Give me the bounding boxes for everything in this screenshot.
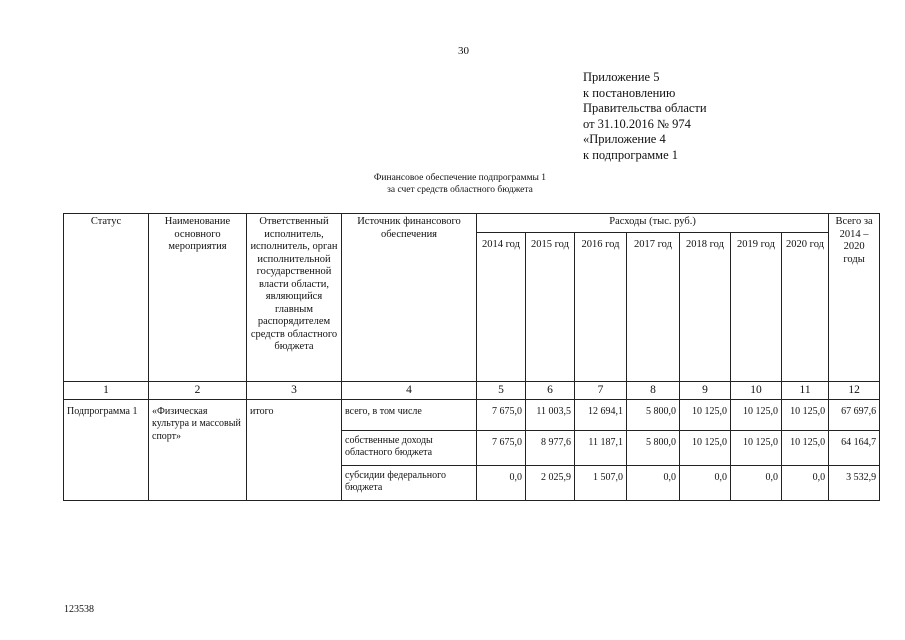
source-cell: собственные доходы областного бюджета [342, 430, 477, 465]
value-cell: 10 125,0 [680, 430, 731, 465]
status-cell: Подпрограмма 1 [64, 399, 149, 500]
title-line: Финансовое обеспечение подпрограммы 1 [373, 173, 547, 183]
value-cell: 0,0 [477, 465, 526, 500]
document-id: 123538 [64, 604, 94, 615]
total-cell: 67 697,6 [829, 399, 880, 430]
column-number: 11 [782, 382, 829, 400]
source-cell: всего, в том числе [342, 399, 477, 430]
header-status: Статус [64, 214, 149, 382]
header-measure: Наименование основного мероприятия [149, 214, 247, 382]
appendix-line: «Приложение 4 [583, 132, 666, 146]
title-line: за счет средств областного бюджета [387, 185, 533, 195]
column-number: 6 [526, 382, 575, 400]
value-cell: 0,0 [627, 465, 680, 500]
value-cell: 11 003,5 [526, 399, 575, 430]
value-cell: 10 125,0 [731, 430, 782, 465]
value-cell: 11 187,1 [575, 430, 627, 465]
header-year: 2014 год [477, 233, 526, 382]
header-year: 2015 год [526, 233, 575, 382]
value-cell: 0,0 [680, 465, 731, 500]
value-cell: 1 507,0 [575, 465, 627, 500]
table-row [64, 399, 880, 430]
executor-cell: итого [247, 399, 342, 500]
header-year: 2018 год [680, 233, 731, 382]
appendix-line: Правительства области [583, 101, 707, 115]
header-expenses: Расходы (тыс. руб.) [477, 214, 829, 233]
column-number: 9 [680, 382, 731, 400]
value-cell: 7 675,0 [477, 430, 526, 465]
financing-table [63, 213, 880, 501]
column-number-row [64, 382, 880, 400]
header-year: 2016 год [575, 233, 627, 382]
appendix-line: от 31.10.2016 № 974 [583, 116, 691, 131]
total-cell: 3 532,9 [829, 465, 880, 500]
header-year: 2020 год [782, 233, 829, 382]
value-cell: 5 800,0 [627, 399, 680, 430]
appendix-line: к постановлению [583, 85, 676, 100]
appendix-block [583, 70, 707, 163]
column-number: 10 [731, 382, 782, 400]
header-year: 2019 год [731, 233, 782, 382]
column-number: 2 [149, 382, 247, 400]
page-number: 30 [458, 45, 469, 57]
total-cell: 64 164,7 [829, 430, 880, 465]
value-cell: 0,0 [731, 465, 782, 500]
value-cell: 10 125,0 [782, 430, 829, 465]
column-number: 5 [477, 382, 526, 400]
source-cell: субсидии федерального бюджета [342, 465, 477, 500]
column-number: 4 [342, 382, 477, 400]
header-row [64, 214, 880, 233]
appendix-line: к подпрограмме 1 [583, 147, 678, 162]
value-cell: 2 025,9 [526, 465, 575, 500]
value-cell: 5 800,0 [627, 430, 680, 465]
table-title [300, 172, 620, 196]
column-number: 12 [829, 382, 880, 400]
value-cell: 8 977,6 [526, 430, 575, 465]
header-executor: Ответственный исполнитель, исполнитель, орган исполнительной государственной власти области, являющийся главным распорядителем средств областного бюджета [247, 214, 342, 382]
measure-cell: «Физическая культура и массовый спорт» [149, 399, 247, 500]
value-cell: 10 125,0 [782, 399, 829, 430]
column-number: 8 [627, 382, 680, 400]
column-number: 1 [64, 382, 149, 400]
appendix-line: Приложение 5 [583, 70, 660, 84]
value-cell: 12 694,1 [575, 399, 627, 430]
header-total: Всего за 2014 – 2020 годы [829, 214, 880, 382]
header-source: Источник финансового обеспечения [342, 214, 477, 382]
column-number: 7 [575, 382, 627, 400]
value-cell: 0,0 [782, 465, 829, 500]
value-cell: 10 125,0 [680, 399, 731, 430]
header-year: 2017 год [627, 233, 680, 382]
value-cell: 10 125,0 [731, 399, 782, 430]
value-cell: 7 675,0 [477, 399, 526, 430]
column-number: 3 [247, 382, 342, 400]
